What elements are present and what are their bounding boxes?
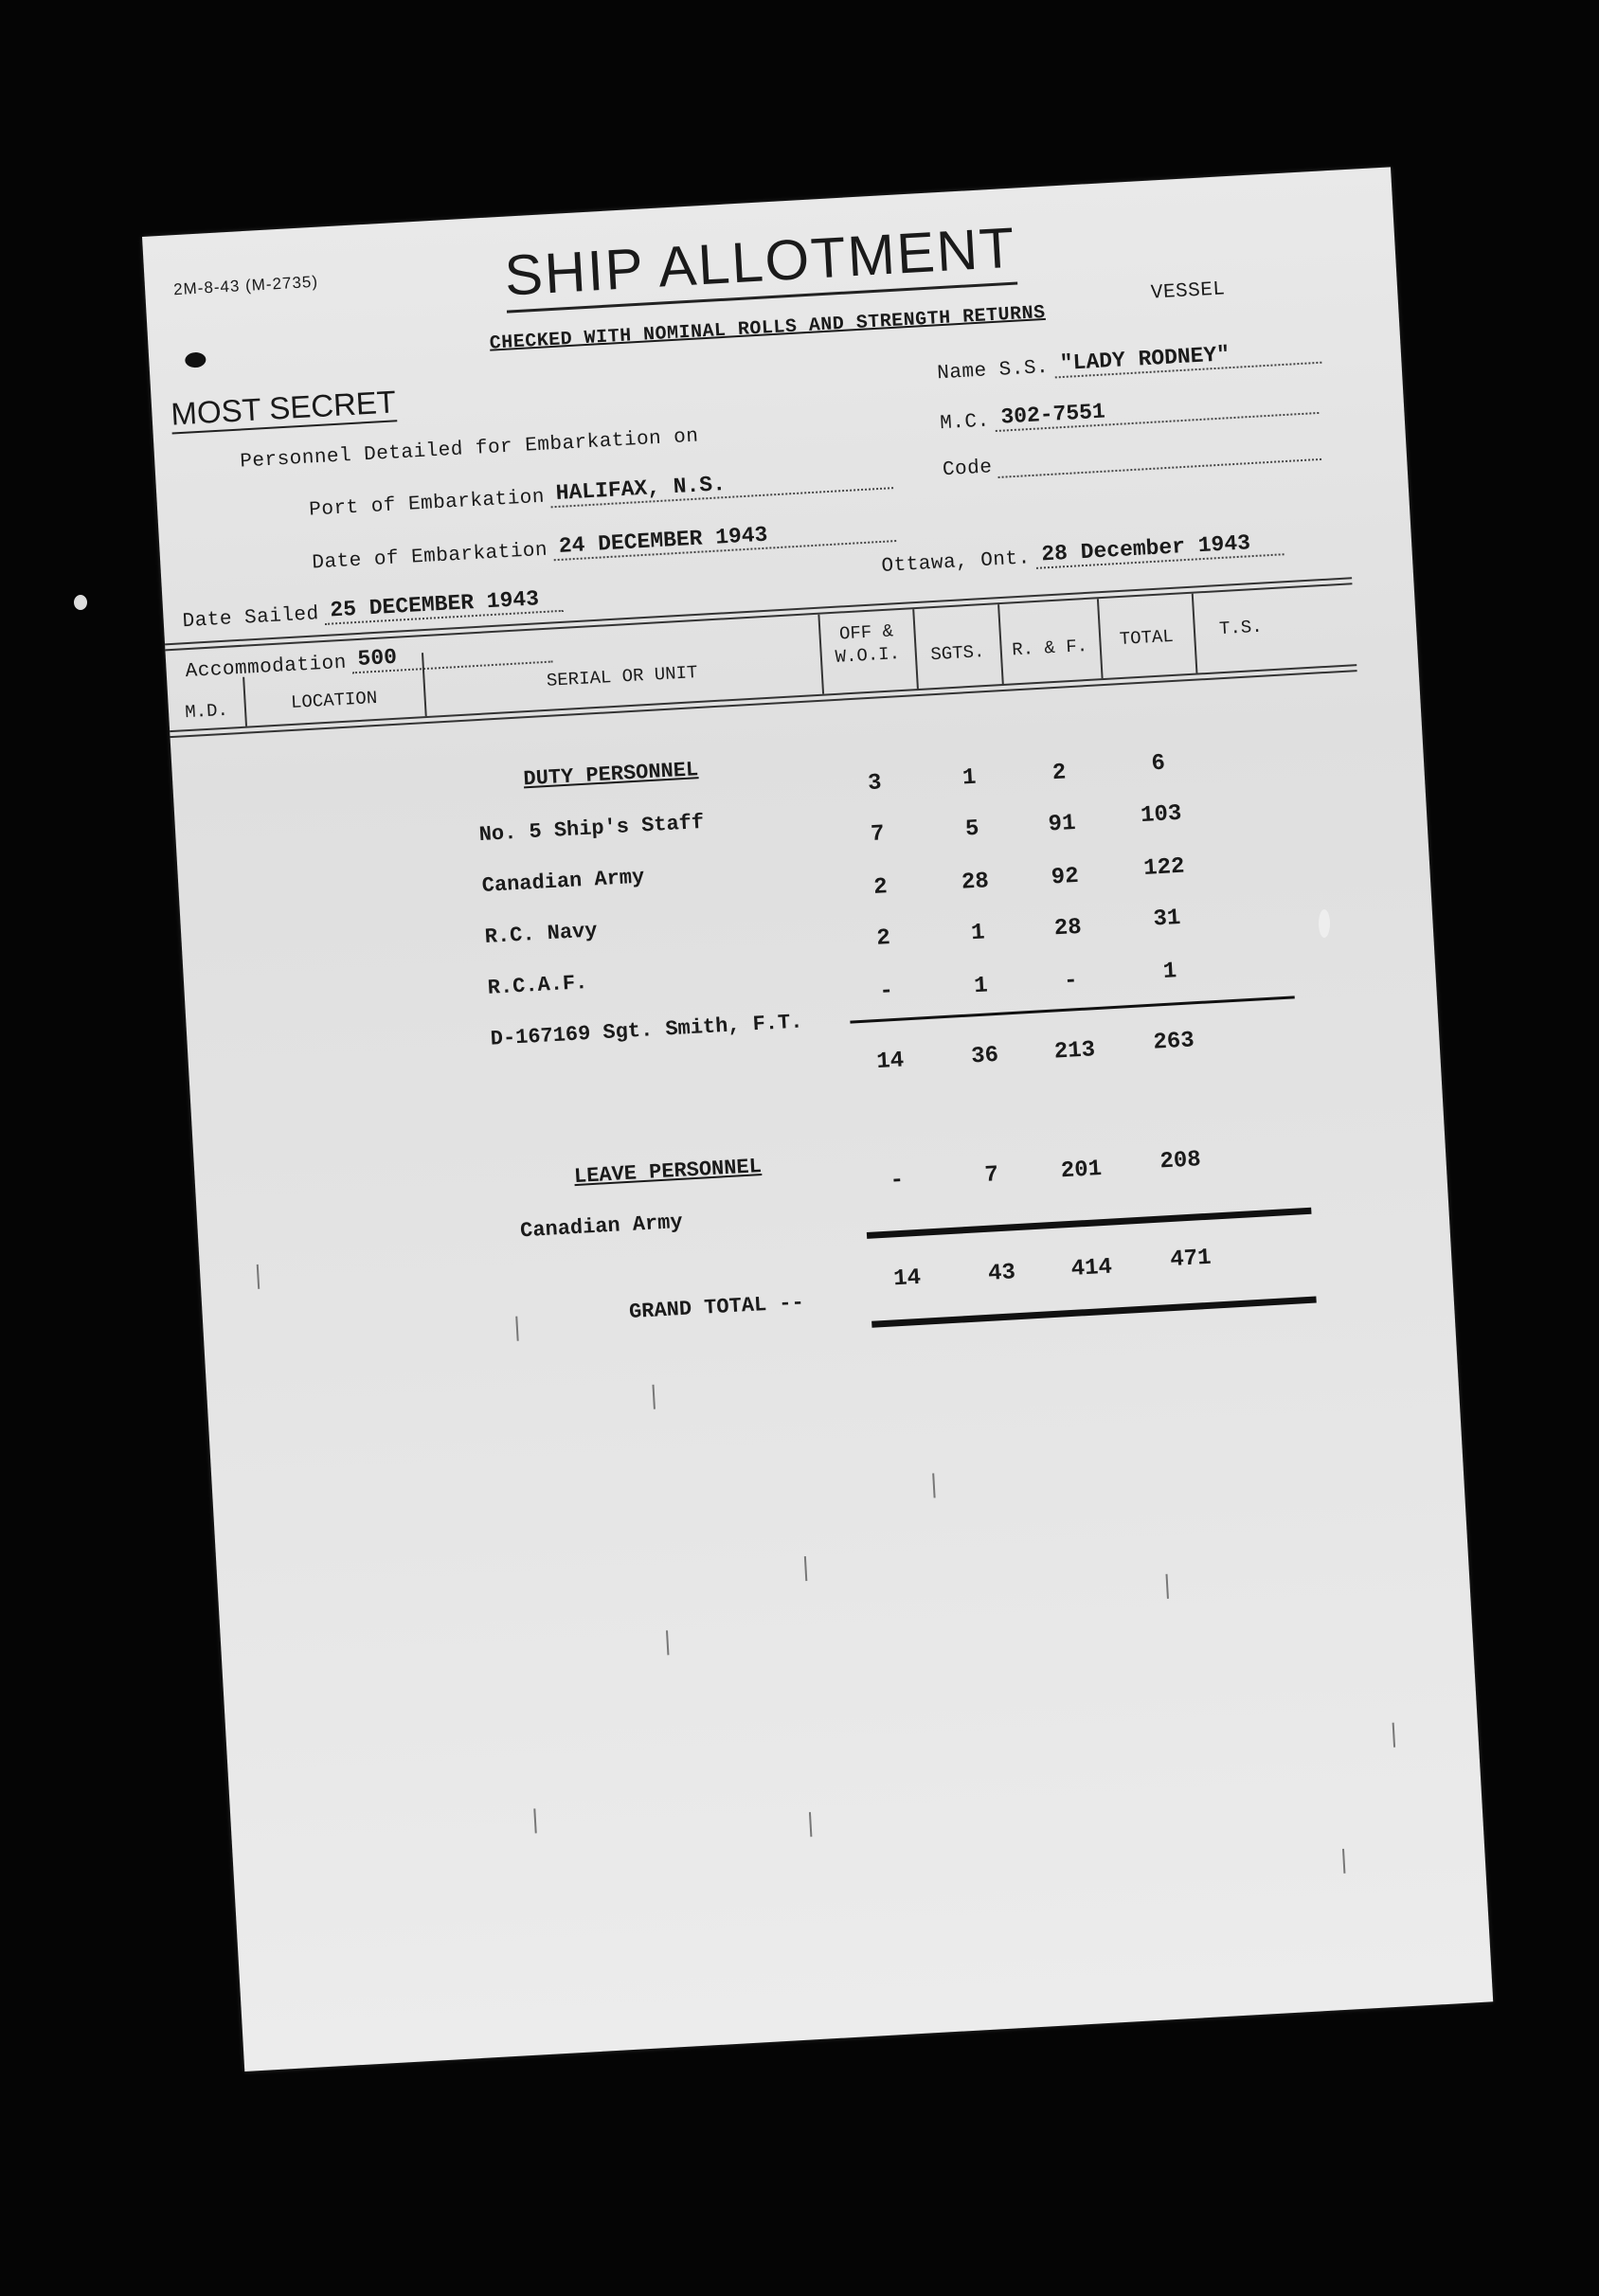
header-off-line1: OFF & [838,620,894,645]
header-serial: SERIAL OR UNIT [546,662,699,691]
duty-unit-5: D-167169 Sgt. Smith, F.T. [490,1010,804,1051]
accommodation-label: Accommodation [185,652,348,684]
duty-rf-5: - [1063,968,1079,995]
grand-total-off: 14 [892,1265,922,1293]
paper-mark [1165,1574,1168,1599]
leave-rf-1: 201 [1060,1157,1103,1185]
subtotal-rf: 213 [1053,1037,1096,1066]
document-title: SHIP ALLOTMENT [503,215,1018,314]
ottawa-label: Ottawa, Ont. [881,547,1032,578]
leave-total-1: 208 [1159,1147,1202,1175]
mc-label: M.C. [939,410,991,436]
paper-mark [533,1808,536,1833]
duty-rf-3: 92 [1051,863,1080,891]
code-value-box [998,458,1322,478]
header-off-line2: W.O.I. [835,643,901,668]
paper-mark [257,1265,260,1289]
leave-heading: LEAVE PERSONNEL [573,1155,763,1190]
leave-sgts-1: 7 [983,1162,999,1189]
code-label: Code [942,457,994,482]
ship-name-value: "LADY RODNEY" [1059,342,1231,377]
embarkation-date-value: 24 DECEMBER 1943 [558,522,769,559]
duty-sgts-2: 5 [964,816,980,843]
port-value-box [549,462,893,508]
ottawa-field [881,529,1285,578]
duty-total-4: 31 [1152,905,1182,933]
duty-off-3: 2 [872,874,889,901]
duty-rf-4: 28 [1053,914,1083,942]
duty-rf-2: 91 [1048,810,1077,838]
duty-sgts-1: 1 [961,764,978,792]
document-sheet [142,167,1493,2072]
header-off [818,619,916,670]
paper-mark [804,1556,807,1581]
duty-unit-3: R.C. Navy [484,919,599,949]
classification-label: MOST SECRET [170,384,397,434]
duty-sgts-4: 1 [970,920,986,947]
grand-total-sgts: 43 [987,1260,1016,1287]
header-total: TOTAL [1119,625,1175,651]
ottawa-date-value: 28 December 1943 [1040,530,1251,567]
mc-value: 302-7551 [999,399,1106,430]
ship-name-box [1053,337,1321,379]
duty-sgts-5: 1 [973,973,989,1000]
form-number: 2M-8-43 (M-2735) [172,272,319,299]
date-sailed-box [324,585,564,625]
paper-mark [1342,1849,1345,1874]
header-md: M.D. [184,699,229,724]
duty-rf-1: 2 [1051,760,1068,787]
code-field [942,439,1321,481]
leave-unit-1: Canadian Army [519,1210,684,1244]
grand-total-rf: 414 [1070,1254,1113,1283]
paper-mark [932,1473,935,1498]
date-sailed-label: Date Sailed [182,603,320,634]
paper-mark [666,1630,669,1655]
date-sailed-value: 25 DECEMBER 1943 [329,586,540,623]
duty-total-2: 103 [1140,800,1183,830]
port-label: Port of Embarkation [308,486,546,522]
checked-stamp: CHECKED WITH NOMINAL ROLLS AND STRENGTH RETURNS [489,301,1047,355]
paper-mark [809,1812,812,1837]
subtotal-sgts: 36 [970,1042,999,1070]
mc-field [939,387,1319,435]
embarkation-date-field [312,515,897,574]
grand-total-rule-top [867,1208,1312,1239]
ship-name-field [936,337,1321,386]
ship-name-label: Name S.S. [936,356,1050,386]
duty-unit-1: No. 5 Ship's Staff [478,810,705,848]
header-sgts: SGTS. [929,641,985,666]
vessel-label: VESSEL [1150,278,1227,305]
duty-unit-2: Canadian Army [481,865,645,899]
duty-total-3: 122 [1142,853,1186,882]
duty-total-1: 6 [1150,750,1166,778]
duty-off-4: 2 [875,925,891,952]
accommodation-box [351,637,553,674]
paper-mark [652,1385,655,1409]
duty-unit-4: R.C.A.F. [487,970,589,1000]
embarkation-date-label: Date of Embarkation [311,539,548,575]
duty-off-5: - [878,978,894,1005]
header-rf: R. & F. [1011,635,1088,661]
personnel-label: Personnel Detailed for Embarkation on [239,425,700,474]
scan-speck [74,595,87,610]
header-ts: T.S. [1218,616,1264,640]
subtotal-total: 263 [1152,1028,1195,1056]
grand-total-total: 471 [1169,1245,1213,1274]
embarkation-date-box [552,515,896,561]
mc-value-box [995,387,1320,432]
port-field [308,462,893,521]
leave-off-1: - [889,1167,905,1194]
duty-total-5: 1 [1162,959,1177,986]
paper-mark [1392,1723,1395,1748]
paper-mark [515,1317,518,1341]
ottawa-date-box [1035,529,1285,569]
duty-sgts-3: 28 [961,869,990,896]
duty-off-2: 7 [870,821,886,849]
accommodation-value: 500 [356,644,398,672]
port-value: HALIFAX, N.S. [555,472,727,507]
scan-speck [1319,909,1330,938]
ink-blot [185,351,207,368]
duty-heading: DUTY PERSONNEL [522,758,699,792]
grand-total-rule-bottom [871,1297,1317,1328]
header-location: LOCATION [290,687,378,713]
grand-total-label: GRAND TOTAL -- [628,1290,805,1325]
subtotal-off: 14 [875,1048,905,1076]
duty-off-1: 3 [867,770,883,798]
